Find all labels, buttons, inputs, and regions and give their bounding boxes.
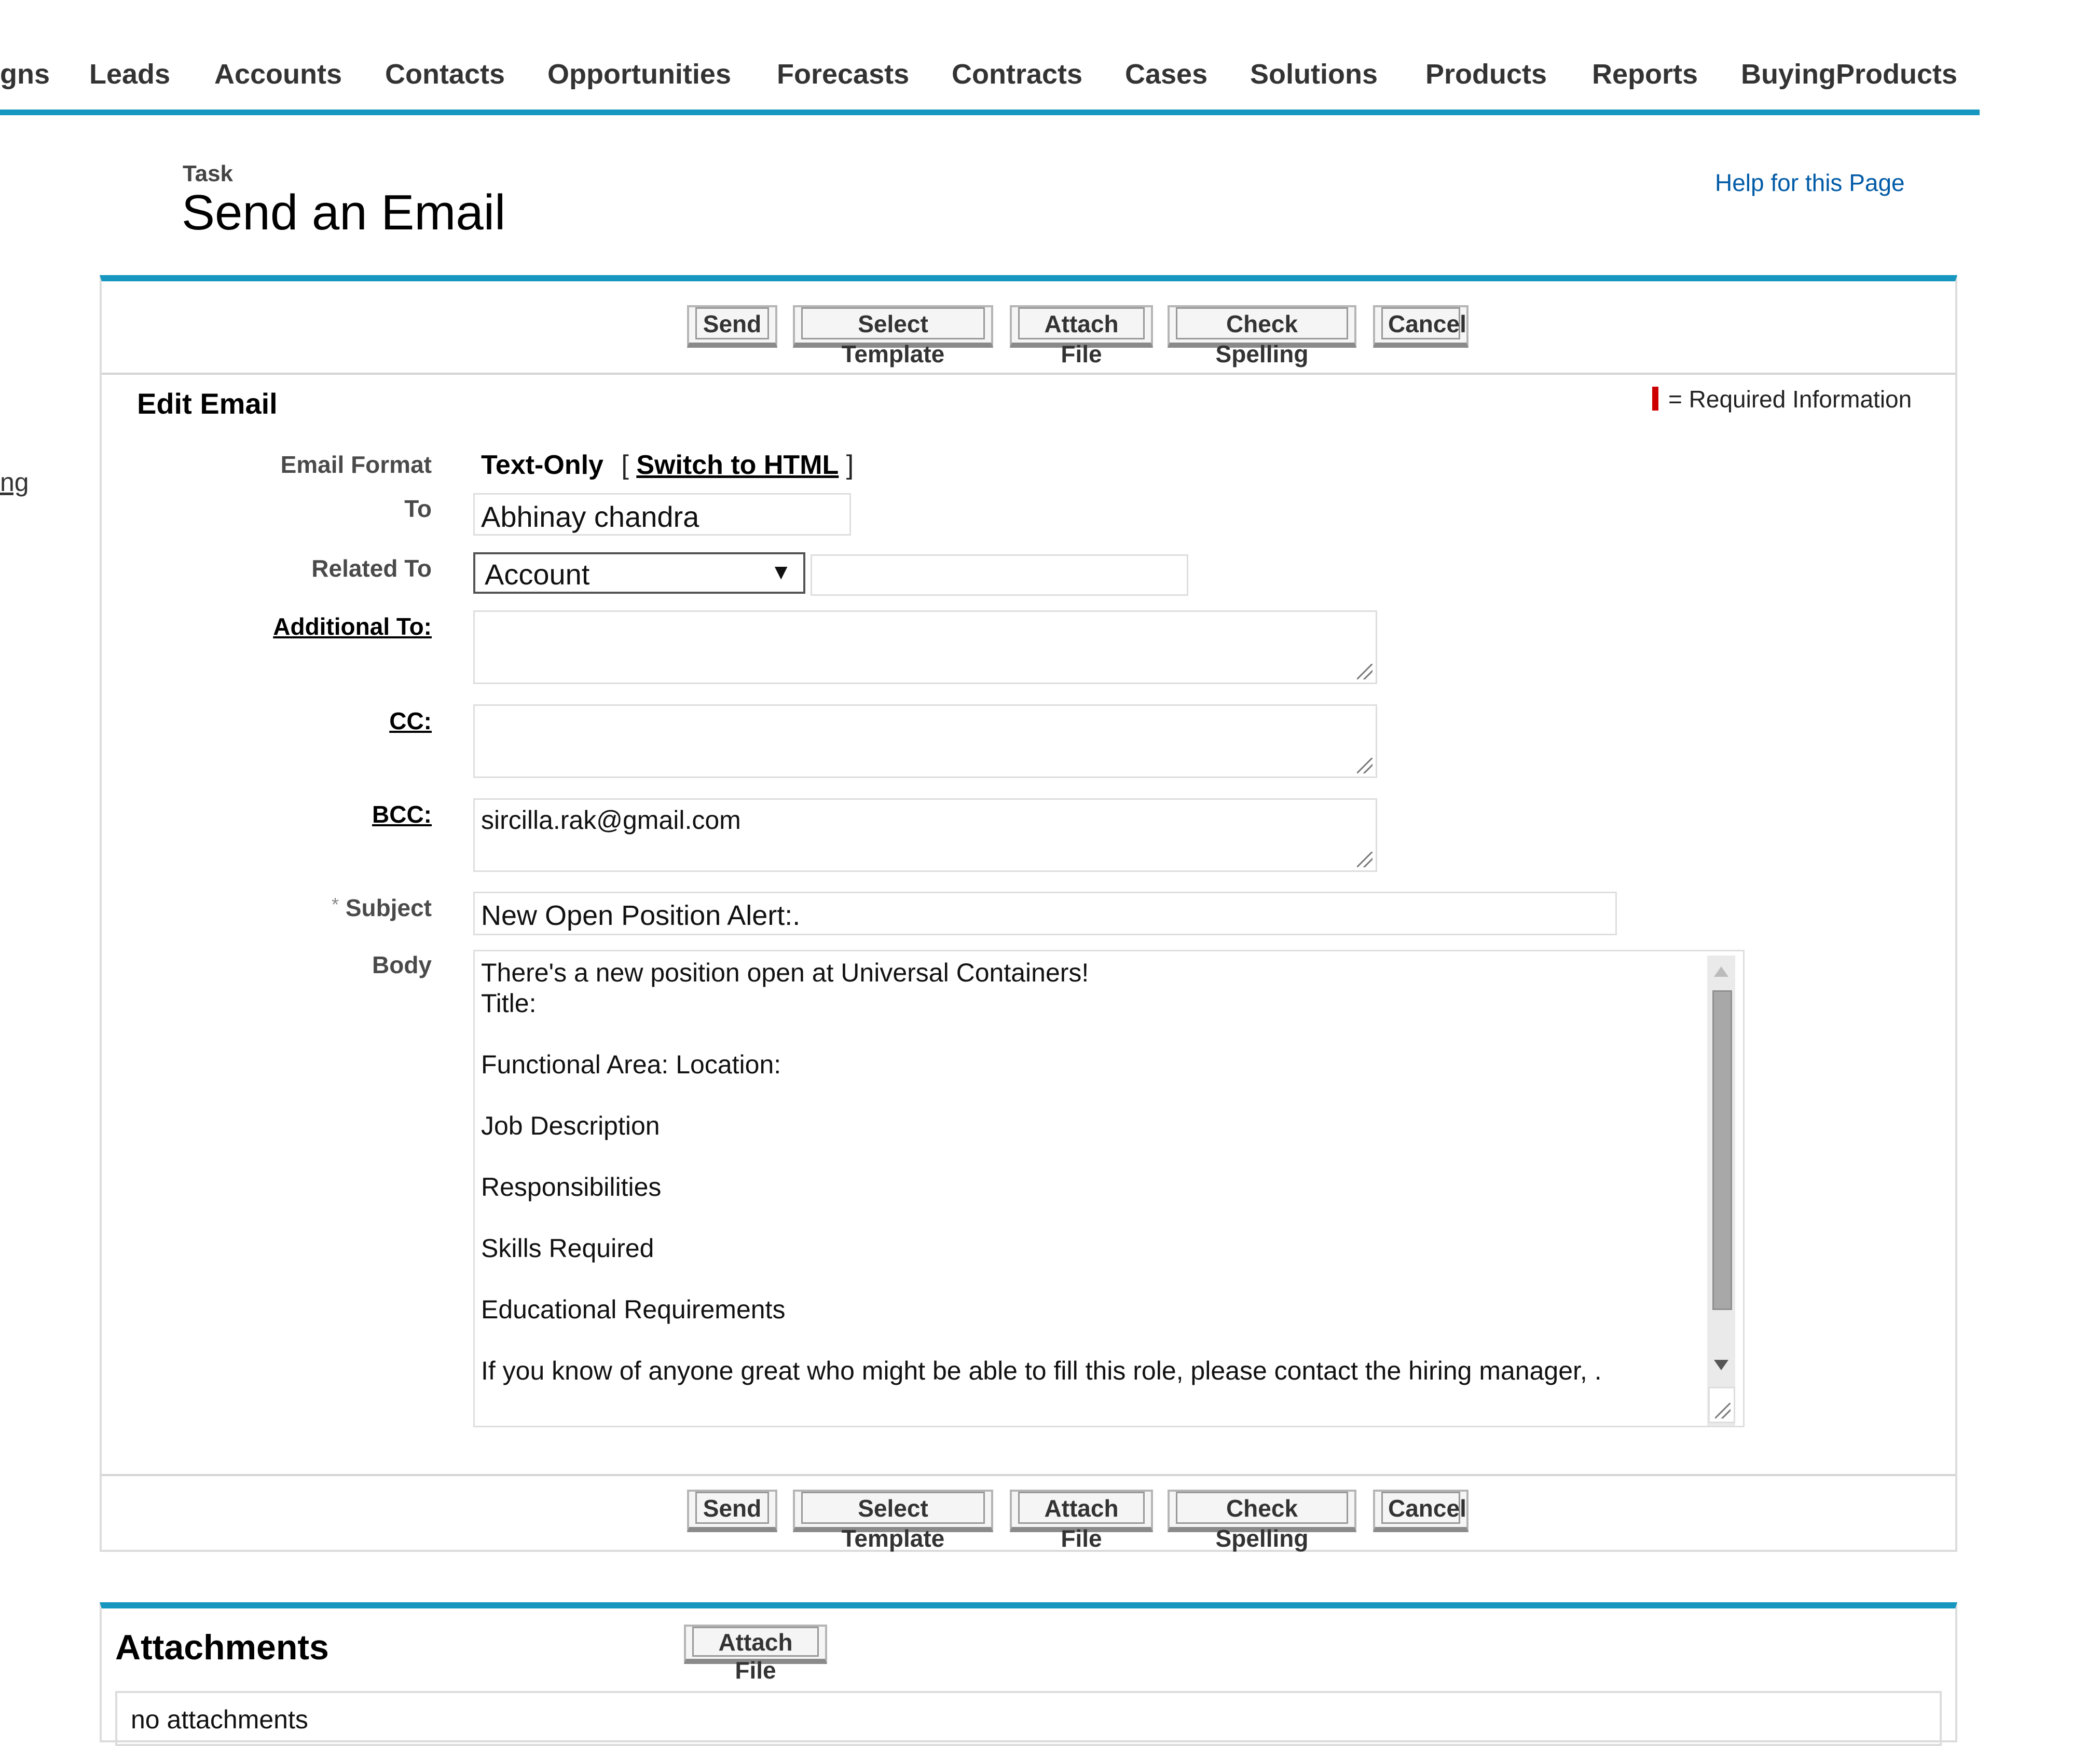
tab-contacts[interactable]: Contacts [385, 59, 505, 90]
tab-campaigns[interactable]: gns [0, 59, 50, 90]
send-button-bottom[interactable]: Send [687, 1490, 777, 1532]
bcc-value: sircilla.rak@gmail.com [481, 806, 741, 835]
subject-label-row [0, 894, 432, 922]
related-to-value: Account [485, 558, 590, 591]
related-to-lookup-input[interactable] [811, 554, 1188, 596]
tab-solutions[interactable]: Solutions [1250, 59, 1378, 90]
tab-buyingproducts[interactable]: BuyingProducts [1741, 59, 1958, 90]
top-nav [0, 0, 1980, 112]
attachments-attach-file-button[interactable]: Attach File [684, 1625, 827, 1664]
tab-products[interactable]: Products [1425, 59, 1547, 90]
select-template-button[interactable]: Select Template [793, 305, 993, 348]
required-indicator [1652, 387, 1658, 411]
email-format-value: Text-Only [481, 450, 603, 480]
resize-handle-icon[interactable] [1357, 664, 1372, 679]
tab-opportunities[interactable]: Opportunities [547, 59, 731, 90]
resize-handle-icon[interactable] [1357, 852, 1372, 867]
sidebar-link[interactable]: ng [0, 468, 29, 497]
object-label: Task [183, 161, 234, 186]
cancel-button-bottom[interactable]: Cancel [1373, 1490, 1468, 1532]
page-title: Send an Email [182, 185, 506, 240]
bcc-field[interactable] [473, 798, 1377, 872]
subject-label: Subject [345, 894, 432, 921]
tab-contracts[interactable]: Contracts [952, 59, 1083, 90]
attach-file-button[interactable]: Attach File [1010, 305, 1153, 348]
bracket-open: [ [621, 450, 629, 480]
bracket-close: ] [846, 450, 854, 480]
related-to-select[interactable] [473, 552, 805, 594]
additional-to-field[interactable] [473, 610, 1377, 684]
bcc-link[interactable]: BCC: [372, 801, 432, 828]
section-divider-bottom [102, 1474, 1955, 1476]
tab-reports[interactable]: Reports [1592, 59, 1698, 90]
tab-leads[interactable]: Leads [89, 59, 171, 90]
to-label: To [404, 495, 432, 522]
attachments-empty-message: no attachments [115, 1691, 1942, 1746]
body-resize-corner[interactable] [1708, 1387, 1735, 1423]
required-legend: = Required Information [1668, 386, 1912, 413]
check-spelling-button[interactable]: Check Spelling [1168, 305, 1356, 348]
subject-field[interactable]: New Open Position Alert:. [473, 892, 1617, 935]
section-title: Edit Email [137, 387, 278, 420]
required-mark: * [332, 894, 339, 915]
to-field[interactable]: Abhinay chandra [473, 493, 851, 536]
resize-handle-icon[interactable] [1715, 1403, 1731, 1418]
help-link[interactable]: Help for this Page [1715, 169, 1905, 196]
scroll-up-icon[interactable] [1714, 966, 1728, 977]
switch-to-html-link[interactable]: Switch to HTML [636, 450, 839, 480]
cancel-button[interactable]: Cancel [1373, 305, 1468, 348]
scroll-thumb[interactable] [1712, 990, 1732, 1310]
cc-link[interactable]: CC: [389, 707, 432, 734]
attachments-title: Attachments [115, 1628, 329, 1667]
scroll-down-icon[interactable] [1714, 1360, 1728, 1370]
tab-forecasts[interactable]: Forecasts [777, 59, 910, 90]
related-to-label: Related To [311, 555, 432, 582]
email-format-label: Email Format [280, 451, 432, 478]
tab-accounts[interactable]: Accounts [214, 59, 342, 90]
resize-handle-icon[interactable] [1357, 758, 1372, 773]
additional-to-link[interactable]: Additional To: [273, 613, 432, 640]
tab-cases[interactable]: Cases [1125, 59, 1208, 90]
email-format-row [481, 449, 854, 481]
body-label: Body [372, 951, 432, 978]
cc-field[interactable] [473, 704, 1377, 778]
attach-file-button-bottom[interactable]: Attach File [1010, 1490, 1153, 1532]
section-divider [102, 373, 1955, 375]
select-template-button-bottom[interactable]: Select Template [793, 1490, 993, 1532]
body-textarea[interactable]: There's a new position open at Universal Containers! Title: Functional Area: Location: Job Description Responsibilities Skills Required Educational Requirements If you know of anyone great who might be able to fill this role, please contact the hiring manager, . [473, 950, 1745, 1427]
send-button[interactable]: Send [687, 305, 777, 348]
check-spelling-button-bottom[interactable]: Check Spelling [1168, 1490, 1356, 1532]
nav-divider [0, 110, 1980, 115]
chevron-down-icon: ▼ [770, 560, 792, 584]
